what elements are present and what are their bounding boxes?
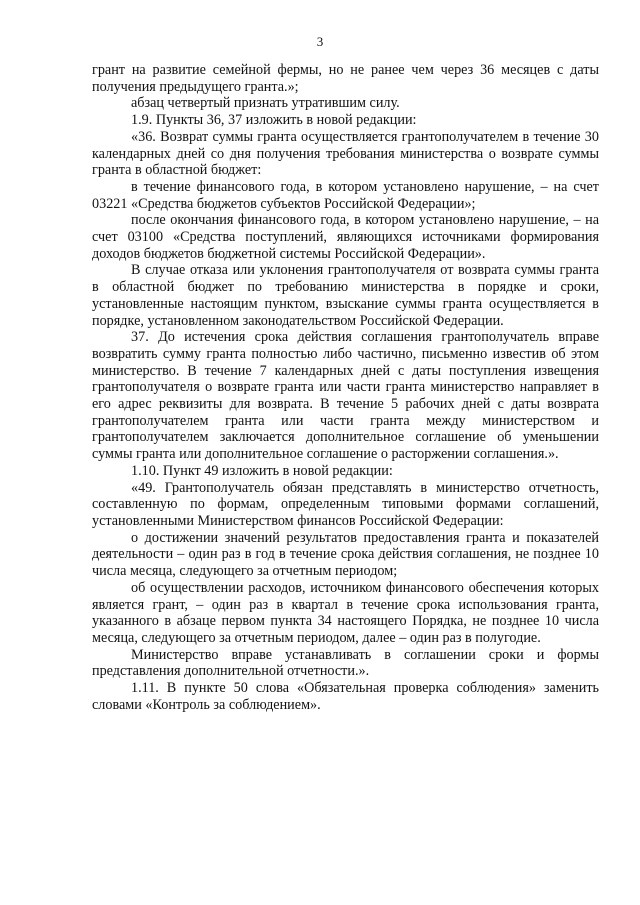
paragraph-point-36: «36. Возврат суммы гранта осуществляется грантополучателем в течение 30 календарных дней со дня получения требования министерства о возврате суммы гранта в областной бюджет: bbox=[92, 128, 599, 179]
paragraph-1-9-heading: 1.9. Пункты 36, 37 изложить в новой редакции: bbox=[131, 112, 417, 129]
paragraph-point-49-expenses: об осуществлении расходов, источником финансового обеспечения которых является грант, – один раз в квартал в течение срока использования гранта, указанного в абзаце первом пункта 34 настоящего Порядка, не позднее 10 числа месяца, следующего за отчетным периодом, далее – один раз в полугодие. bbox=[92, 579, 599, 646]
paragraph-point-36-after-year: после окончания финансового года, в котором установлено нарушение, – на счет 03100 «Средства поступлений, являющихся источниками формирования доходов бюджетов бюджетной системы Российской Федерации». bbox=[92, 212, 599, 262]
paragraph-1-11: 1.11. В пункте 50 слова «Обязательная проверка соблюдения» заменить словами «Контроль за соблюдением». bbox=[92, 680, 599, 713]
paragraph-point-49-additional: Министерство вправе устанавливать в соглашении сроки и формы представления дополнительной отчетности.». bbox=[92, 646, 599, 680]
paragraph-1-10-heading: 1.10. Пункт 49 изложить в новой редакции: bbox=[131, 462, 393, 479]
paragraph-point-36-current-year: в течение финансового года, в котором установлено нарушение, – на счет 03221 «Средства бюджетов субъектов Российской Федерации»; bbox=[92, 178, 599, 212]
paragraph-grant-family-farm-continuation: грант на развитие семейной фермы, но не ранее чем через 36 месяцев с даты получения предыдущего гранта.»; bbox=[92, 62, 599, 95]
paragraph-point-49-results: о достижении значений результатов предоставления гранта и показателей деятельности – один раз в год в течение срока действия соглашения, не позднее 10 числа месяца, следующего за отчетным периодом; bbox=[92, 529, 599, 580]
paragraph-point-36-refusal: В случае отказа или уклонения грантополучателя от возврата суммы гранта в областной бюджет по требованию министерства в порядке и сроки, установленные настоящим пунктом, взыскание суммы гранта осуществляется в порядке, установленном законодательством Российской Федерации. bbox=[92, 262, 599, 329]
paragraph-point-37: 37. До истечения срока действия соглашения грантополучатель вправе возвратить сумму гранта полностью либо частично, письменно известив об этом министерство. В течение 7 календарных дней с даты поступления извещения грантополучателя о возврате гранта или части гранта министерство направляет в его адрес реквизиты для возврата. В течение 5 рабочих дней с даты возврата грантополучателем гранта или части гранта между министерством и грантополучателем заключается дополнительное соглашение об уменьшении суммы гранта или дополнительное соглашение о расторжении соглашения.». bbox=[92, 329, 599, 463]
paragraph-fourth-indent-invalid: абзац четвертый признать утратившим силу. bbox=[131, 95, 400, 112]
page-number: 3 bbox=[316, 34, 324, 49]
document-body bbox=[92, 62, 599, 713]
paragraph-point-49: «49. Грантополучатель обязан представлять в министерство отчетность, составленную по формам, определенным типовыми формами соглашений, установленными Министерством финансов Российской Федерации: bbox=[92, 479, 599, 529]
